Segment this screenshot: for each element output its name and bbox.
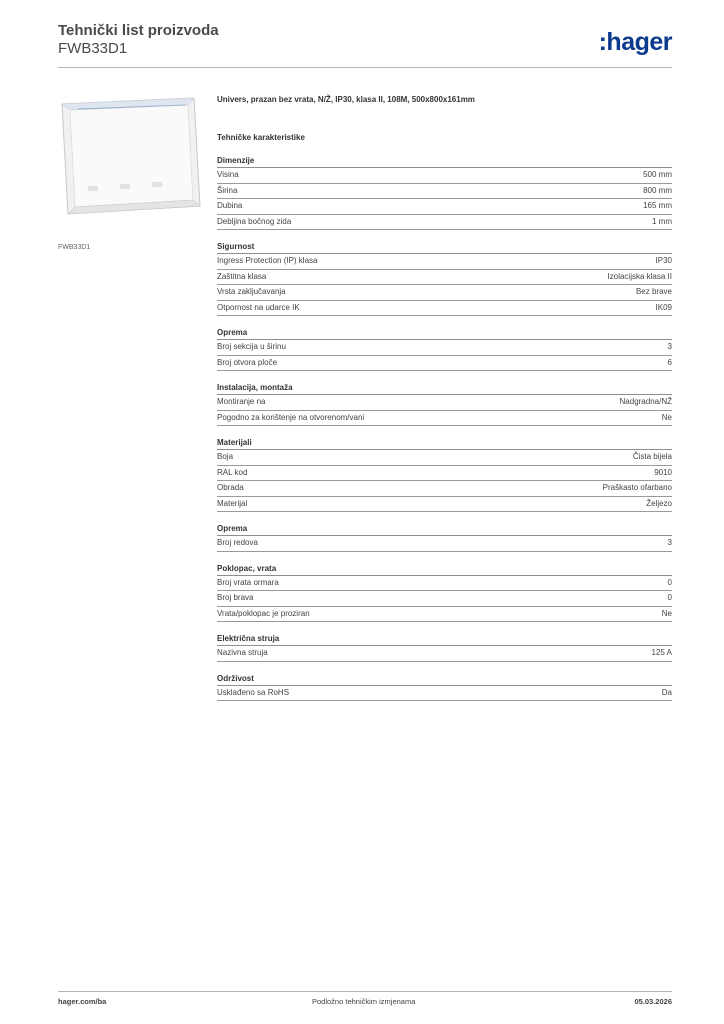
- spec-section: [217, 522, 672, 552]
- spec-value: 9010: [654, 467, 672, 477]
- spec-sections: [217, 154, 672, 701]
- spec-row: [217, 576, 672, 592]
- spec-value: Čista bijela: [632, 452, 672, 461]
- spec-section: [217, 436, 672, 512]
- spec-label: Ingress Protection (IP) klasa: [217, 256, 318, 265]
- section-title: Instalacija, montaža: [217, 381, 672, 395]
- spec-row: [217, 686, 672, 702]
- spec-value: IP30: [655, 256, 672, 265]
- spec-row: [217, 199, 672, 215]
- spec-row: [217, 591, 672, 607]
- spec-row: [217, 450, 672, 466]
- spec-value: Praškasto ofarbano: [602, 483, 672, 492]
- footer-date: 05.03.2026: [634, 997, 672, 1006]
- tech-characteristics-title: Tehničke karakteristike: [217, 133, 305, 142]
- document-header: [58, 22, 219, 58]
- spec-row: [217, 481, 672, 497]
- spec-label: Broj brava: [217, 593, 254, 602]
- section-title: Oprema: [217, 522, 672, 536]
- spec-row: [217, 254, 672, 270]
- spec-value: 125 A: [651, 648, 672, 657]
- spec-content: [217, 94, 672, 701]
- spec-value: 1 mm: [652, 216, 672, 226]
- spec-label: Broj otvora ploče: [217, 357, 278, 367]
- spec-row: [217, 395, 672, 411]
- section-title: Oprema: [217, 326, 672, 340]
- spec-label: Boja: [217, 452, 234, 461]
- spec-value: 500 mm: [643, 170, 672, 179]
- spec-row: [217, 466, 672, 482]
- spec-value: Bez brave: [635, 287, 672, 296]
- spec-value: 800 mm: [643, 185, 672, 195]
- spec-value: Da: [661, 687, 672, 697]
- spec-row: [217, 270, 672, 286]
- section-title: Električna struja: [217, 632, 672, 646]
- product-image: [58, 94, 204, 234]
- hager-logo: :hager: [598, 28, 672, 56]
- spec-section: [217, 240, 672, 316]
- spec-section: [217, 672, 672, 702]
- spec-section: [217, 381, 672, 426]
- spec-row: [217, 607, 672, 623]
- spec-value: Željezo: [646, 498, 672, 508]
- spec-section: [217, 562, 672, 623]
- section-title: Održivost: [217, 672, 672, 686]
- spec-row: [217, 356, 672, 372]
- spec-value: Ne: [661, 412, 672, 422]
- document-title: Tehnički list proizvoda: [58, 22, 219, 39]
- product-code: FWB33D1: [58, 40, 128, 57]
- spec-section: [217, 632, 672, 662]
- section-title: Poklopac, vrata: [217, 562, 672, 576]
- spec-label: Pogodno za korištenje na otvorenom/vani: [217, 412, 365, 422]
- spec-label: Obrada: [217, 483, 244, 492]
- spec-label: Otpornost na udarce IK: [217, 302, 300, 312]
- header-divider: [58, 67, 672, 68]
- spec-label: Nazivna struja: [217, 648, 268, 657]
- section-title: Dimenzije: [217, 154, 672, 168]
- spec-label: Debljina bočnog zida: [217, 216, 292, 226]
- spec-row: [217, 285, 672, 301]
- spec-value: Nadgradna/NŽ: [619, 397, 672, 406]
- spec-value: 0: [667, 593, 672, 602]
- spec-label: Vrsta zaključavanja: [217, 287, 286, 296]
- spec-row: [217, 340, 672, 356]
- spec-label: Zaštitna klasa: [217, 271, 267, 281]
- spec-row: [217, 646, 672, 662]
- spec-row: [217, 411, 672, 427]
- product-description: Univers, prazan bez vrata, N/Ž, IP30, klasa II, 108M, 500x800x161mm: [217, 95, 475, 104]
- spec-label: Dubina: [217, 201, 243, 210]
- spec-label: Širina: [217, 185, 238, 195]
- spec-section: [217, 154, 672, 230]
- spec-label: Montiranje na: [217, 397, 266, 406]
- spec-value: 0: [667, 577, 672, 587]
- footer-divider: [58, 991, 672, 992]
- spec-value: Izolacijska klasa II: [607, 271, 672, 281]
- spec-value: 3: [667, 342, 672, 351]
- spec-label: Materijal: [217, 498, 248, 508]
- spec-label: RAL kod: [217, 467, 248, 477]
- section-title: Sigurnost: [217, 240, 672, 254]
- footer-note: Podložno tehničkim izmjenama: [312, 997, 416, 1006]
- spec-label: Broj sekcija u širinu: [217, 342, 286, 351]
- footer-website: hager.com/ba: [58, 997, 107, 1006]
- spec-row: [217, 536, 672, 552]
- section-title: Materijali: [217, 436, 672, 450]
- spec-section: [217, 326, 672, 371]
- spec-row: [217, 168, 672, 184]
- spec-row: [217, 215, 672, 231]
- spec-value: 6: [667, 357, 672, 367]
- spec-row: [217, 301, 672, 317]
- image-caption: FWB33D1: [58, 244, 91, 251]
- spec-value: 3: [667, 538, 672, 547]
- spec-label: Usklađeno sa RoHS: [217, 687, 290, 697]
- spec-label: Visina: [217, 170, 239, 179]
- spec-value: Ne: [661, 608, 672, 618]
- spec-label: Broj redova: [217, 538, 258, 547]
- spec-value: IK09: [655, 302, 672, 312]
- spec-label: Vrata/poklopac je proziran: [217, 608, 310, 618]
- spec-label: Broj vrata ormara: [217, 577, 279, 587]
- spec-value: 165 mm: [643, 201, 672, 210]
- spec-row: [217, 497, 672, 513]
- spec-row: [217, 184, 672, 200]
